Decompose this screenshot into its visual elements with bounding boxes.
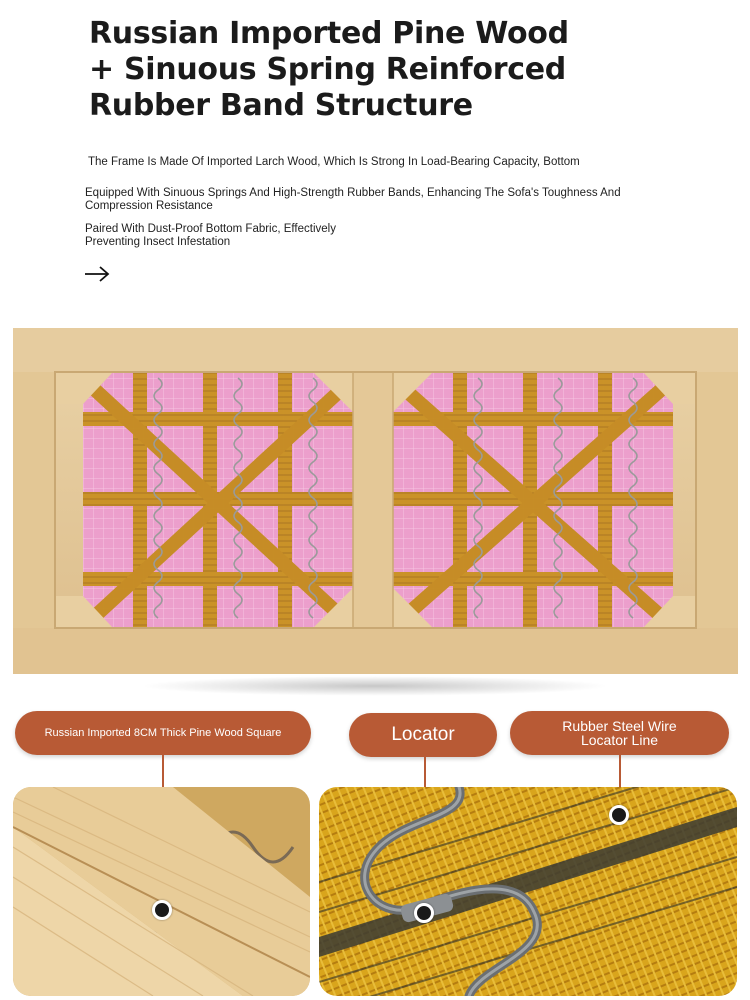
rubber-band-detail-photo [319,787,737,996]
title-line-1: Russian Imported Pine Wood [89,16,569,51]
title-line-3: Rubber Band Structure [89,88,473,123]
callout-dot-wood [152,900,172,920]
title-line-2: + Sinuous Spring Reinforced [89,52,566,87]
description-fabric: Paired With Dust-Proof Bottom Fabric, Effectively Preventing Insect Infestation [85,223,336,248]
description-springs: Equipped With Sinuous Springs And High-Strength Rubber Bands, Enhancing The Sofa's Toughness And Compression Resistance [85,187,621,212]
callout-dot-locator [414,903,434,923]
callout-dot-wire [609,805,629,825]
arrow-right-icon [84,263,112,285]
sofa-frame-illustration [13,328,738,674]
wood-detail-photo [13,787,310,996]
description-frame: The Frame Is Made Of Imported Larch Wood, Which Is Strong In Load-Bearing Capacity, Bottom [88,156,580,168]
label-wood-square: Russian Imported 8CM Thick Pine Wood Square [15,711,311,755]
label-wire-line: Rubber Steel Wire Locator Line [510,711,729,755]
page-title [89,16,569,124]
frame-shadow [140,676,610,696]
label-locator: Locator [349,713,497,757]
